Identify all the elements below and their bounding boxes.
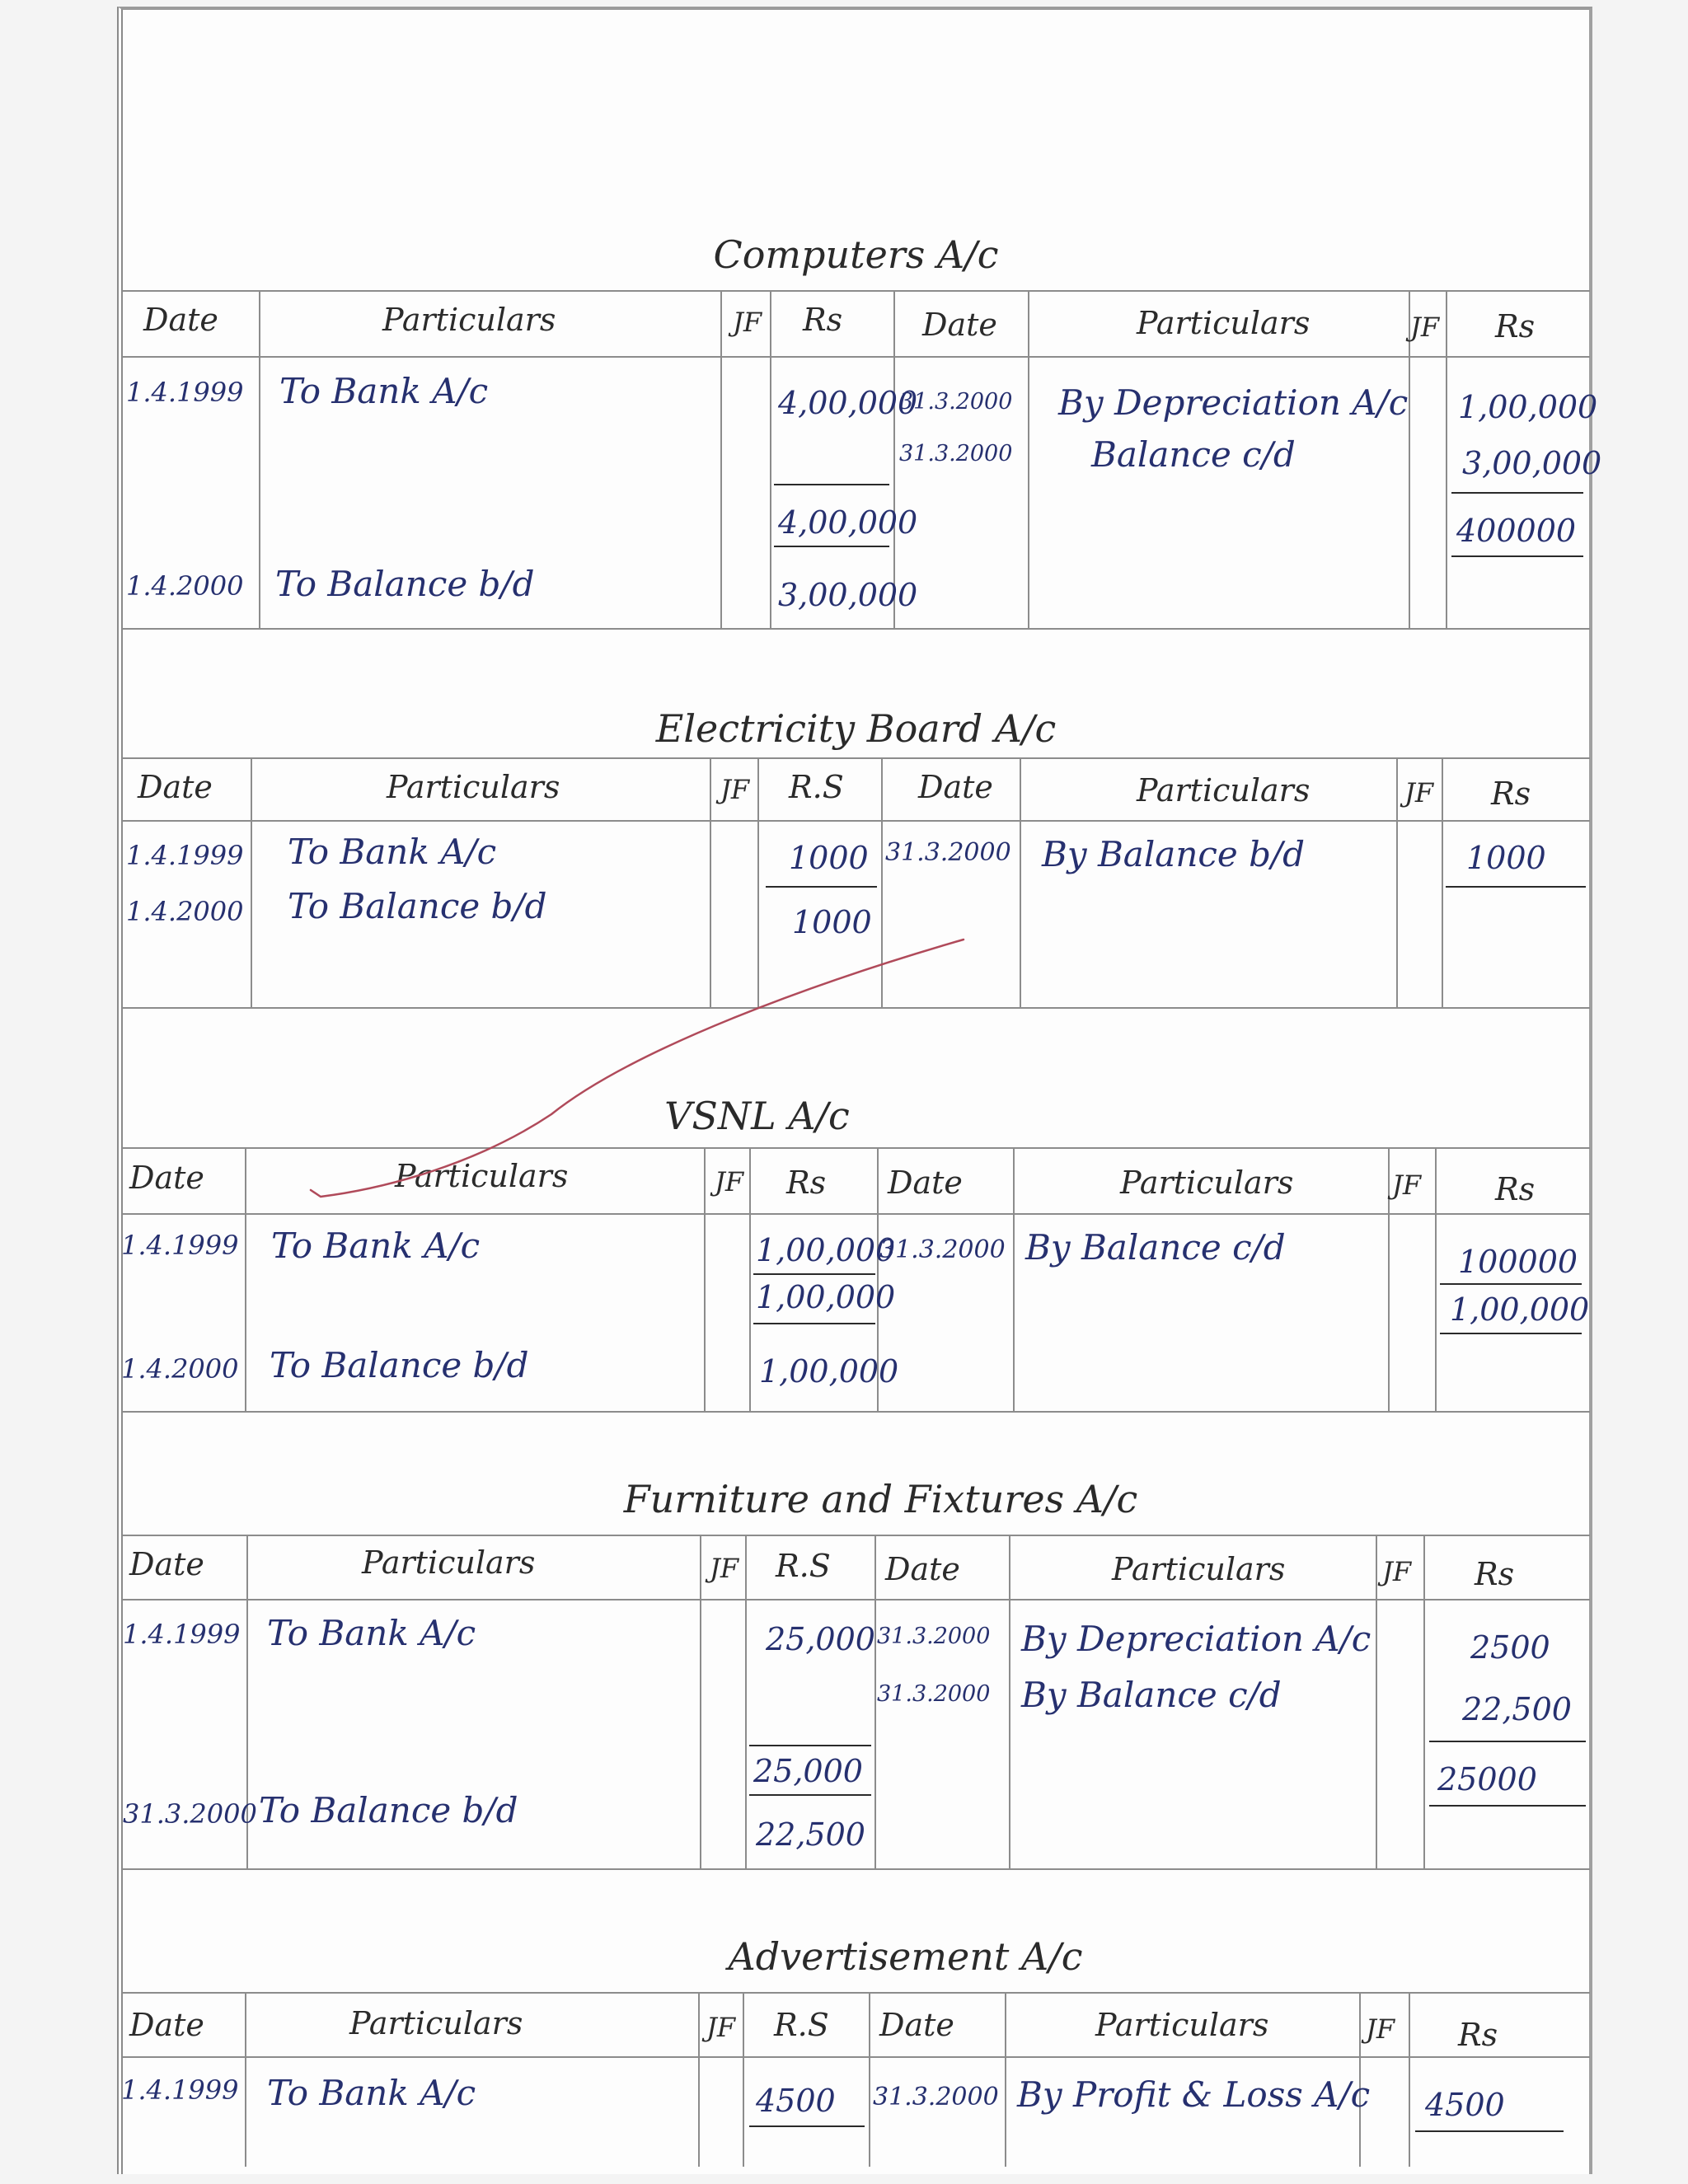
entry-amount: 2500 (1470, 1629, 1550, 1666)
entry-particulars: To Bank A/c (267, 1613, 476, 1653)
header-date-credit: Date (888, 1165, 963, 1201)
entry-date: 1.4.2000 (121, 1353, 239, 1385)
ledger-sheet (117, 7, 1602, 2174)
entry-particulars: To Balance b/d (288, 886, 547, 926)
entry-particulars: To Balance b/d (259, 1790, 518, 1830)
header-jf: JF (715, 1166, 744, 1197)
entry-amount: 22,500 (1462, 1691, 1572, 1727)
header-particulars: Particulars (387, 769, 560, 805)
header-rs-credit: Rs (1495, 1171, 1536, 1207)
entry-date: 31.3.2000 (123, 1798, 257, 1830)
total-amount: 25000 (1437, 1761, 1537, 1797)
header-date: Date (129, 1546, 204, 1582)
total-amount: 4,00,000 (778, 504, 918, 541)
entry-amount: 4500 (756, 2083, 836, 2119)
total-amount: 1,00,000 (1450, 1291, 1590, 1328)
entry-particulars: By Balance b/d (1042, 834, 1306, 874)
entry-date: 1.4.2000 (126, 570, 244, 602)
entry-amount: 1,00,000 (759, 1353, 899, 1390)
header-jf: JF (733, 307, 762, 338)
ledger-electricity-board (123, 706, 1589, 1019)
header-rs-credit: Rs (1475, 1556, 1515, 1592)
entry-amount: 1000 (792, 904, 872, 940)
header-particulars-credit: Particulars (1137, 305, 1311, 341)
header-date-credit: Date (922, 307, 997, 343)
header-date: Date (129, 2007, 204, 2043)
entry-date: 31.3.2000 (873, 2083, 999, 2111)
entry-particulars: By Depreciation A/c (1058, 382, 1409, 423)
header-rs: R.S (776, 1548, 831, 1584)
entry-amount: 100000 (1458, 1244, 1578, 1280)
total-amount: 1,00,000 (756, 1279, 896, 1315)
entry-date: 31.3.2000 (877, 1624, 991, 1649)
entry-date: 1.4.1999 (121, 1230, 239, 1261)
entry-date: 1.4.1999 (121, 2074, 239, 2106)
entry-particulars: To Bank A/c (267, 2073, 476, 2113)
entry-particulars: To Bank A/c (288, 832, 497, 872)
entry-particulars: To Balance b/d (270, 1345, 529, 1385)
entry-amount: 3,00,000 (778, 577, 918, 613)
header-date-credit: Date (879, 2007, 954, 2043)
header-jf-credit: JF (1392, 1169, 1422, 1201)
entry-date: 1.4.1999 (123, 1619, 241, 1650)
entry-amount: 3,00,000 (1462, 445, 1602, 481)
header-particulars-credit: Particulars (1095, 2007, 1269, 2043)
header-date: Date (129, 1160, 204, 1196)
ledger-furniture-fixtures (123, 1477, 1589, 1881)
entry-particulars: To Bank A/c (271, 1226, 481, 1266)
entry-particulars: By Balance c/d (1021, 1675, 1282, 1715)
entry-amount: 4,00,000 (778, 385, 918, 421)
header-jf: JF (720, 774, 750, 805)
entry-date: 1.4.1999 (126, 377, 244, 408)
entry-particulars: By Profit & Loss A/c (1017, 2074, 1371, 2115)
header-particulars: Particulars (382, 302, 556, 338)
header-date: Date (143, 302, 218, 338)
header-date-credit: Date (885, 1551, 960, 1587)
entry-particulars: By Balance c/d (1025, 1227, 1286, 1268)
entry-amount: 1000 (789, 840, 869, 876)
entry-particulars: To Balance b/d (275, 564, 535, 604)
entry-date: 31.3.2000 (877, 1681, 991, 1707)
ledger-title: Computers A/c (713, 232, 999, 277)
header-particulars-credit: Particulars (1120, 1165, 1294, 1201)
ledger-advertisement (123, 1934, 1589, 2165)
ledger-title: Electricity Board A/c (655, 706, 1057, 751)
ledger-computers (123, 232, 1602, 640)
ledger-title: VSNL A/c (664, 1094, 850, 1138)
header-particulars-credit: Particulars (1137, 772, 1311, 808)
header-rs: R.S (774, 2007, 829, 2043)
entry-date: 1.4.1999 (126, 840, 244, 871)
ledger-title: Advertisement A/c (728, 1934, 1083, 1979)
header-rs: Rs (786, 1165, 827, 1201)
entry-amount: 1,00,000 (1458, 389, 1598, 425)
entry-particulars: To Bank A/c (279, 371, 489, 411)
entry-amount: 22,500 (756, 1816, 865, 1853)
header-rs: Rs (803, 302, 843, 338)
entry-particulars: By Depreciation A/c (1021, 1619, 1372, 1659)
header-rs: R.S (789, 769, 844, 805)
ledger-vsnl (123, 1094, 1589, 1415)
entry-amount: 1,00,000 (756, 1232, 896, 1268)
header-rs-credit: Rs (1458, 2017, 1498, 2053)
entry-amount: 1000 (1466, 840, 1546, 876)
entry-particulars: Balance c/d (1091, 434, 1296, 475)
entry-date: 31.3.2000 (899, 441, 1013, 466)
total-amount: 25,000 (753, 1753, 863, 1789)
header-rs-credit: Rs (1495, 308, 1536, 344)
header-rs-credit: Rs (1491, 776, 1531, 812)
header-particulars-credit: Particulars (1112, 1551, 1286, 1587)
entry-date: 31.3.2000 (879, 1235, 1006, 1264)
header-jf-credit: JF (1404, 777, 1434, 808)
entry-date: 31.3.2000 (885, 838, 1011, 867)
header-jf-credit: JF (1366, 2013, 1395, 2045)
header-particulars: Particulars (395, 1158, 569, 1194)
header-date: Date (138, 769, 213, 805)
entry-amount: 25,000 (766, 1621, 875, 1657)
header-jf: JF (710, 1553, 739, 1584)
header-jf-credit: JF (1410, 312, 1440, 343)
header-date-credit: Date (918, 769, 993, 805)
header-jf: JF (706, 2012, 736, 2043)
entry-amount: 4500 (1425, 2087, 1505, 2123)
header-particulars: Particulars (362, 1544, 536, 1581)
entry-date: 31.3.2000 (899, 389, 1013, 415)
header-particulars: Particulars (349, 2005, 523, 2041)
total-amount: 400000 (1456, 513, 1577, 549)
ledger-title: Furniture and Fixtures A/c (623, 1477, 1138, 1521)
entry-date: 1.4.2000 (126, 896, 244, 927)
header-jf-credit: JF (1382, 1556, 1412, 1587)
